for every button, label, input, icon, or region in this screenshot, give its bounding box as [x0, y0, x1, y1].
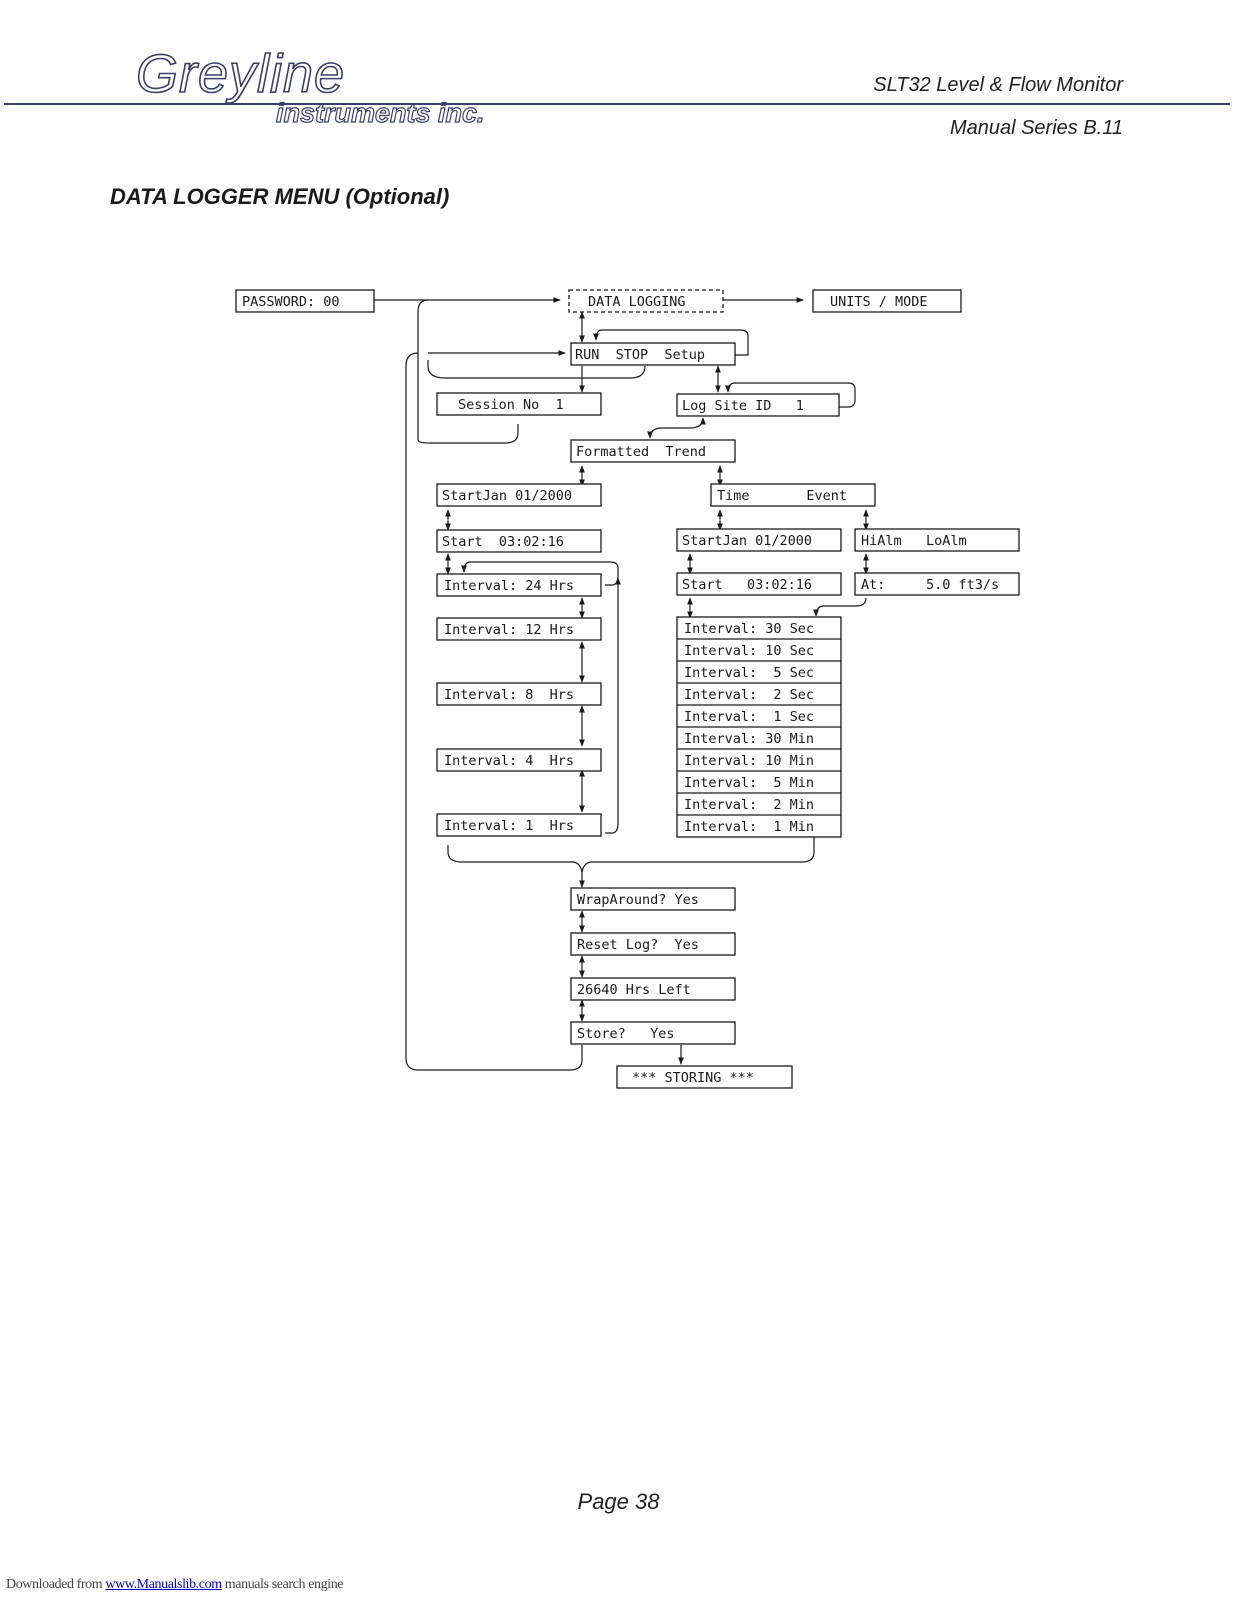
menu-box-interval-short-label: Interval: 30 Min	[684, 731, 815, 747]
logo-main-text: Greyline	[136, 44, 346, 104]
menu-box-wraparound	[571, 888, 735, 910]
menu-box-data-logging	[569, 290, 723, 312]
section-title: DATA LOGGER MENU (Optional)	[110, 184, 450, 209]
menu-box-interval-short-label: Interval: 5 Sec	[684, 665, 815, 681]
menu-box-hialm-loalm-label: HiAlm LoAlm	[861, 533, 967, 549]
menu-box-interval-short-label: Interval: 1 Sec	[684, 709, 815, 725]
menu-box-at-value	[855, 573, 1019, 595]
menu-box-units-mode-label: UNITS / MODE	[830, 294, 928, 310]
menu-box-interval-hrs-label: Interval: 24 Hrs	[444, 578, 575, 594]
menu-box-interval-short-label: Interval: 2 Min	[684, 797, 815, 813]
logo-sub-text: instruments inc.	[276, 98, 485, 128]
menu-box-reset-log	[571, 933, 735, 955]
menu-box-storing	[617, 1066, 792, 1088]
menu-box-start-date-right	[677, 529, 841, 551]
menu-box-store-label: Store? Yes	[577, 1026, 675, 1042]
menu-box-interval-short-label: Interval: 10 Sec	[684, 643, 815, 659]
menu-box-hialm-loalm	[855, 529, 1019, 551]
menu-box-data-logging-label: DATA LOGGING	[588, 294, 686, 310]
menu-box-start-time-right-label: Start 03:02:16	[682, 577, 813, 593]
menu-box-time-event	[711, 484, 875, 506]
menu-box-wraparound-label: WrapAround? Yes	[577, 892, 699, 908]
menu-box-store	[571, 1022, 735, 1044]
menu-box-interval-hrs-label: Interval: 8 Hrs	[444, 687, 575, 703]
menu-box-run-stop-setup	[571, 343, 735, 365]
menu-box-interval-24-hrs	[437, 574, 601, 596]
menu-box-session-no-label: Session No 1	[458, 397, 564, 413]
page-number: Page 38	[577, 1489, 660, 1514]
menu-box-start-date-left-label: StartJan 01/2000	[442, 488, 573, 504]
menu-box-start-time-right	[677, 573, 841, 595]
menu-box-interval-short-label: Interval: 30 Sec	[684, 621, 815, 637]
menu-box-password	[236, 290, 374, 312]
menu-box-interval-hrs-label: Interval: 1 Hrs	[444, 818, 575, 834]
interval-short-stack	[677, 617, 841, 837]
menu-box-password-label: PASSWORD: 00	[242, 294, 340, 310]
menu-box-log-site-id	[677, 394, 839, 416]
menu-box-run-stop-setup-label: RUN STOP Setup	[575, 347, 706, 363]
menu-box-interval-8-hrs	[437, 683, 601, 705]
menu-box-time-event-label: Time Event	[717, 488, 848, 504]
menu-box-hrs-left-label: 26640 Hrs Left	[577, 982, 691, 998]
product-title: SLT32 Level & Flow Monitor	[873, 74, 1123, 96]
menu-box-storing-label: *** STORING ***	[632, 1070, 754, 1086]
menu-box-log-site-id-label: Log Site ID 1	[682, 398, 804, 414]
menu-box-at-value-label: At: 5.0 ft3/s	[861, 577, 1000, 593]
menu-box-formatted-trend-label: Formatted Trend	[576, 444, 707, 460]
menu-box-start-date-right-label: StartJan 01/2000	[682, 533, 813, 549]
manual-series: Manual Series B.11	[949, 117, 1123, 139]
menu-box-interval-4-hrs	[437, 749, 601, 771]
footer-credit	[6, 1577, 343, 1593]
menu-box-hrs-left	[571, 978, 735, 1000]
menu-box-interval-short-label: Interval: 10 Min	[684, 753, 815, 769]
menu-box-session-no	[437, 393, 601, 415]
menu-box-start-time-left	[437, 530, 601, 552]
menu-box-interval-short-label: Interval: 1 Min	[684, 819, 815, 835]
footer-prefix: Downloaded from	[6, 1577, 106, 1592]
menu-box-start-date-left	[437, 484, 601, 506]
manualslib-link[interactable]: www.Manualslib.com	[105, 1577, 222, 1592]
menu-box-interval-1-hrs	[437, 814, 601, 836]
menu-box-reset-log-label: Reset Log? Yes	[577, 937, 699, 953]
menu-box-interval-hrs-label: Interval: 12 Hrs	[444, 622, 575, 638]
footer-suffix: manuals search engine	[221, 1577, 344, 1592]
menu-box-units-mode	[813, 290, 961, 312]
menu-box-interval-short-label: Interval: 5 Min	[684, 775, 815, 791]
menu-box-start-time-left-label: Start 03:02:16	[442, 534, 564, 550]
menu-box-formatted-trend	[571, 440, 735, 462]
menu-box-interval-short-label: Interval: 2 Sec	[684, 687, 815, 703]
menu-box-interval-hrs-label: Interval: 4 Hrs	[444, 753, 575, 769]
menu-box-interval-12-hrs	[437, 618, 601, 640]
